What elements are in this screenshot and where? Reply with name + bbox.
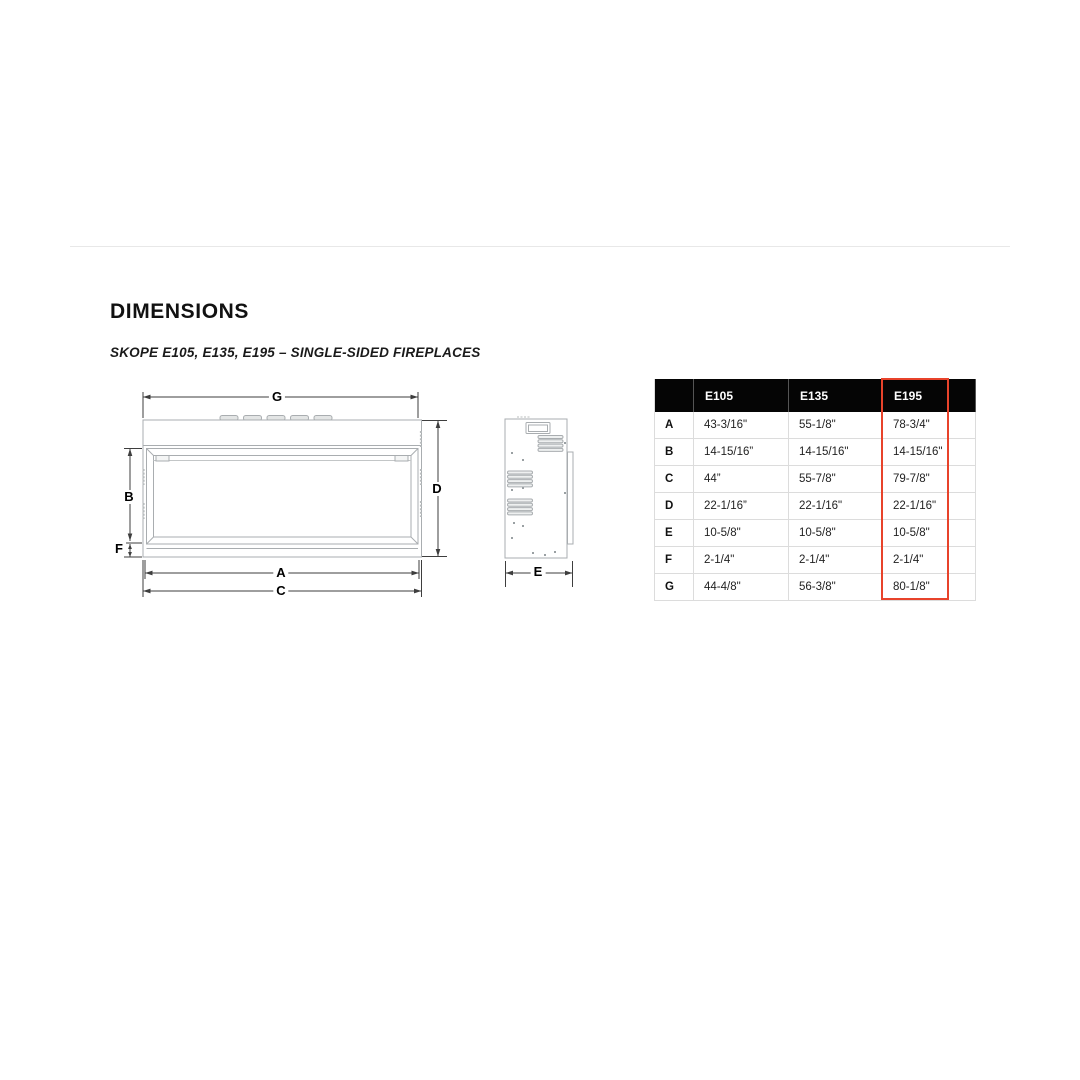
row-label: C xyxy=(655,466,694,493)
dimension-label-e: E xyxy=(531,565,546,579)
table-cell: 22-1/16" xyxy=(789,493,883,520)
page-subtitle: SKOPE E105, E135, E195 – SINGLE-SIDED FIREPLACES xyxy=(110,345,481,360)
table-cell: 10-5/8" xyxy=(789,520,883,547)
table-cell: 43-3/16" xyxy=(694,412,789,439)
table-row xyxy=(655,574,976,601)
table-cell xyxy=(949,439,976,466)
table-cell: 2-1/4" xyxy=(789,547,883,574)
row-label: B xyxy=(655,439,694,466)
dimension-label-g: G xyxy=(269,390,285,404)
table-header-row xyxy=(655,379,976,412)
table-cell: 22-1/16” xyxy=(694,493,789,520)
row-label: F xyxy=(655,547,694,574)
column-header-blank-end xyxy=(949,379,976,412)
table-row xyxy=(655,439,976,466)
column-header-e135: E135 xyxy=(789,379,883,412)
table-cell: 14-15/16" xyxy=(789,439,883,466)
table-cell: 78-3/4" xyxy=(883,412,949,439)
row-label: E xyxy=(655,520,694,547)
table-cell: 14-15/16” xyxy=(694,439,789,466)
table-cell xyxy=(949,547,976,574)
dimension-label-b: B xyxy=(121,490,136,504)
table-cell: 2-1/4" xyxy=(883,547,949,574)
dimension-label-a: A xyxy=(273,566,288,580)
table-cell: 44-4/8" xyxy=(694,574,789,601)
table-cell xyxy=(949,574,976,601)
table-cell: 44” xyxy=(694,466,789,493)
table-cell: 10-5/8" xyxy=(694,520,789,547)
row-label: G xyxy=(655,574,694,601)
section-divider xyxy=(70,246,1010,247)
page-title: DIMENSIONS xyxy=(110,300,250,323)
table-row xyxy=(655,520,976,547)
table-cell: 55-7/8" xyxy=(789,466,883,493)
dimension-label-f: F xyxy=(112,542,126,556)
table-cell: 55-1/8" xyxy=(789,412,883,439)
column-header-e105: E105 xyxy=(694,379,789,412)
table-cell xyxy=(949,466,976,493)
column-header-blank xyxy=(655,379,694,412)
fireplace-front-outline xyxy=(143,416,422,558)
table-cell: 56-3/8" xyxy=(789,574,883,601)
column-header-e195: E195 xyxy=(883,379,949,412)
fireplace-side-outline xyxy=(505,417,573,558)
table-cell: 79-7/8" xyxy=(883,466,949,493)
table-cell: 80-1/8" xyxy=(883,574,949,601)
row-label: D xyxy=(655,493,694,520)
table-cell xyxy=(949,493,976,520)
dimension-label-c: C xyxy=(273,584,288,598)
table-row xyxy=(655,466,976,493)
table-cell xyxy=(949,520,976,547)
dimension-label-d: D xyxy=(429,482,444,496)
table-row xyxy=(655,547,976,574)
table-cell: 14-15/16" xyxy=(883,439,949,466)
table-cell: 10-5/8" xyxy=(883,520,949,547)
table-cell: 2-1/4" xyxy=(694,547,789,574)
table-row xyxy=(655,493,976,520)
table-cell: 22-1/16" xyxy=(883,493,949,520)
row-label: A xyxy=(655,412,694,439)
table-cell xyxy=(949,412,976,439)
dimensions-table xyxy=(654,379,976,601)
table-row xyxy=(655,412,976,439)
